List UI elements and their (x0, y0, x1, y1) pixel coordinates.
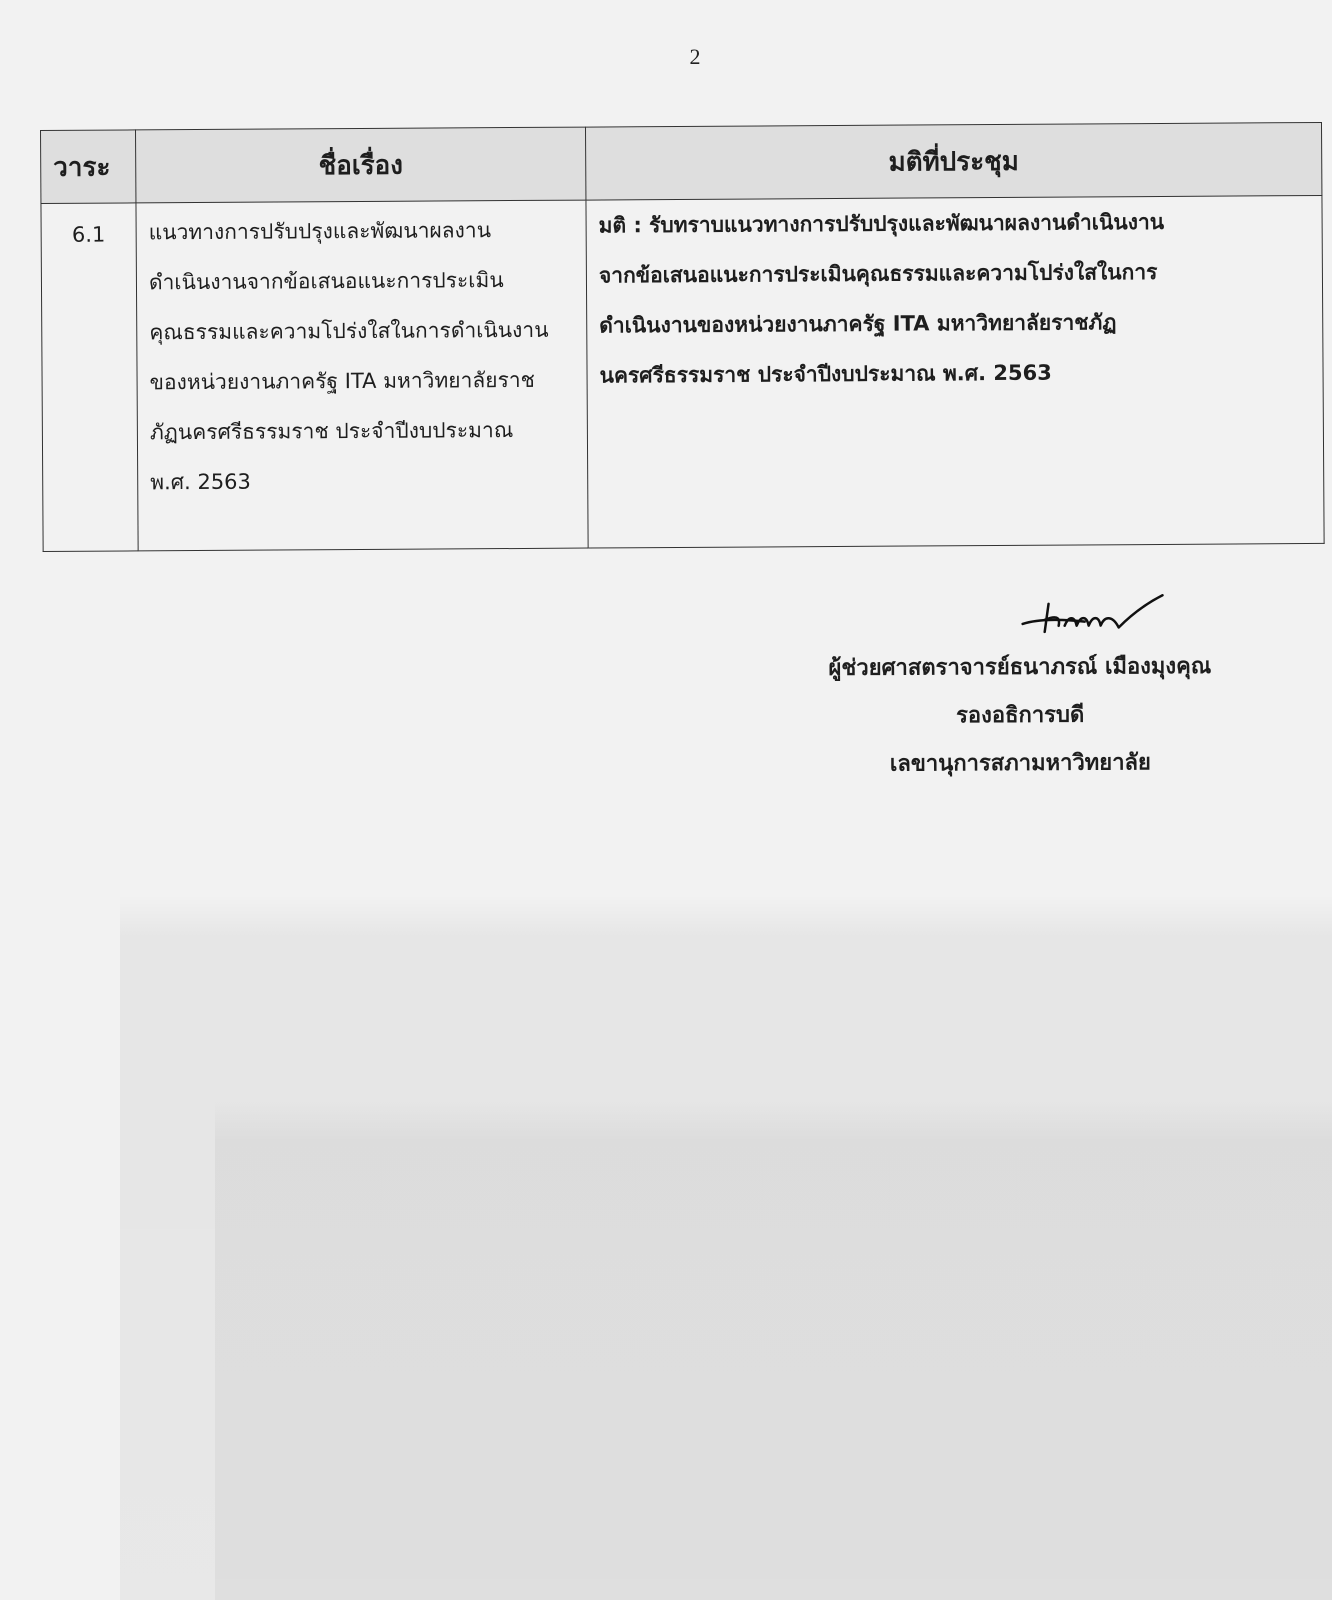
subject-line: ภัฏนครศรีธรรมราช ประจำปีงบประมาณ (149, 418, 514, 445)
page-shadow (120, 895, 1332, 1600)
handwritten-signature (1014, 591, 1174, 642)
subject-line: แนวทางการปรับปรุงและพัฒนาผลงาน (148, 218, 492, 245)
resolution-cell (586, 195, 1324, 548)
signer-title: รองอธิการบดี (955, 702, 1085, 729)
subject-line: คุณธรรมและความโปร่งใสในการดำเนินงาน (149, 317, 549, 345)
resolution-line: นครศรีธรรมราช ประจำปีงบประมาณ พ.ศ. 2563 (599, 360, 1052, 388)
resolution-line: จากข้อเสนอแนะการประเมินคุณธรรมและความโปร่งใสในการ (598, 259, 1158, 288)
signature-block (799, 591, 1240, 789)
header-subject: ชื่อเรื่อง (136, 127, 586, 203)
subject-line: ดำเนินงานจากข้อเสนอแนะการประเมิน (148, 268, 504, 295)
subject-line: ของหน่วยงานภาครัฐ ITA มหาวิทยาลัยราช (149, 367, 535, 395)
header-resolution: มติที่ประชุม (585, 122, 1321, 200)
table-row (41, 195, 1324, 551)
resolution-line: มติ : รับทราบแนวทางการปรับปรุงและพัฒนาผลงานดำเนินงาน (598, 209, 1165, 238)
header-agenda-no: วาระ (41, 130, 136, 204)
table-header-row (41, 122, 1322, 203)
agenda-no-cell: 6.1 (41, 203, 138, 552)
resolution-line: ดำเนินงานของหน่วยงานภาครัฐ ITA มหาวิทยาลัยราชภัฏ (599, 310, 1117, 338)
page-number: 2 (689, 44, 701, 69)
subject-cell (136, 200, 588, 551)
page-shadow (215, 1100, 1332, 1600)
signer-name: ผู้ช่วยศาสตราจารย์ธนาภรณ์ เมืองมุงคุณ (828, 653, 1212, 682)
subject-line: พ.ศ. 2563 (150, 469, 251, 495)
signer-role: เลขานุการสภามหาวิทยาลัย (889, 750, 1151, 777)
agenda-table (40, 122, 1325, 552)
